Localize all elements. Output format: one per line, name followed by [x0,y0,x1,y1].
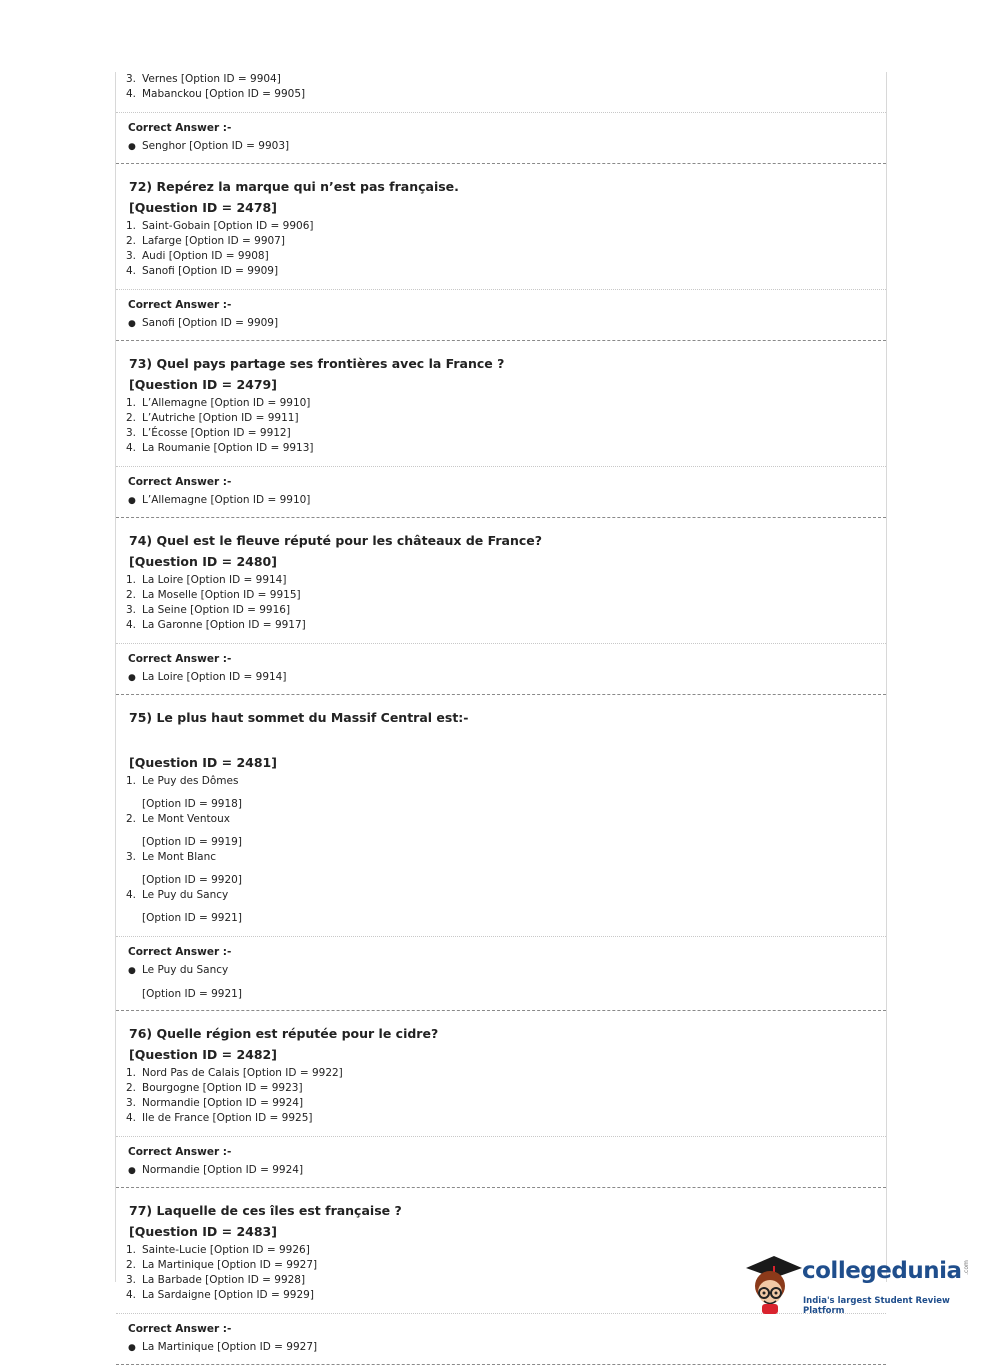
question-72-block [116,164,886,341]
option-1: 1. Saint-Gobain [Option ID = 9906] [126,220,314,232]
option-2: 2. Le Mont Ventoux [126,813,230,825]
brand-suffix: .com [962,1260,970,1275]
option-4: 4. Ile de France [Option ID = 9925] [126,1112,313,1124]
option-2: 2. Lafarge [Option ID = 9907] [126,235,285,247]
correct-answer: ● Normandie [Option ID = 9924] [116,1163,886,1179]
option-4: 4. Mabanckou [Option ID = 9905] [126,88,306,100]
question-title: 73) Quel pays partage ses frontières avec la France ? [129,356,505,371]
bullet-icon: ● [128,1343,136,1353]
option-3: 3. L’Écosse [Option ID = 9912] [126,427,291,439]
question-title: 75) Le plus haut sommet du Massif Central est:- [129,710,469,725]
question-id: [Question ID = 2483] [129,1224,277,1239]
correct-answer-id: [Option ID = 9921] [142,988,242,1000]
option-2: 2. L’Autriche [Option ID = 9911] [126,412,299,424]
correct-answer: ● La Loire [Option ID = 9914] [116,670,886,686]
bullet-icon: ● [128,673,136,683]
brand-name: collegedunia [802,1258,962,1284]
correct-answer-section [116,289,886,340]
correct-answer-section [116,466,886,517]
correct-answer-label: Correct Answer :- [128,122,232,134]
option-4: 4. Sanofi [Option ID = 9909] [126,265,279,277]
correct-answer: ● La Martinique [Option ID = 9927] [116,1340,886,1356]
option-2-id: [Option ID = 9919] [142,836,242,848]
brand-tagline: India's largest Student Review Platform [803,1296,950,1316]
option-1: 1. Sainte-Lucie [Option ID = 9926] [126,1244,310,1256]
question-title: 74) Quel est le fleuve réputé pour les châteaux de France? [129,533,542,548]
correct-answer-label: Correct Answer :- [128,946,232,958]
correct-answer-label: Correct Answer :- [128,1323,232,1335]
collegedunia-logo[interactable] [742,1250,972,1316]
correct-answer-section [116,1136,886,1187]
question-74-block [116,518,886,695]
question-id: [Question ID = 2480] [129,554,277,569]
option-1: 1. La Loire [Option ID = 9914] [126,574,287,586]
bullet-icon: ● [128,496,136,506]
option-3-id: [Option ID = 9920] [142,874,242,886]
option-4: 4. La Garonne [Option ID = 9917] [126,619,306,631]
correct-answer: ● Le Puy du Sancy [116,963,886,979]
question-id: [Question ID = 2482] [129,1047,277,1062]
correct-answer-label: Correct Answer :- [128,476,232,488]
correct-answer-label: Correct Answer :- [128,299,232,311]
option-3: 3. La Barbade [Option ID = 9928] [126,1274,306,1286]
bullet-icon: ● [128,1166,136,1176]
question-id: [Question ID = 2481] [129,755,277,770]
question-71-block [116,72,886,164]
correct-answer-label: Correct Answer :- [128,1146,232,1158]
bullet-icon: ● [128,142,136,152]
correct-answer-section [116,936,886,1010]
option-2: 2. La Martinique [Option ID = 9927] [126,1259,318,1271]
bullet-icon: ● [128,966,136,976]
option-4: 4. Le Puy du Sancy [126,889,229,901]
question-73-block [116,341,886,518]
correct-answer-section [116,112,886,163]
option-3: 3. Le Mont Blanc [126,851,217,863]
option-1: 1. Le Puy des Dômes [126,775,239,787]
question-title: 76) Quelle région est réputée pour le cidre? [129,1026,439,1041]
option-3: 3. La Seine [Option ID = 9916] [126,604,291,616]
option-2: 2. La Moselle [Option ID = 9915] [126,589,301,601]
question-id: [Question ID = 2479] [129,377,277,392]
option-2: 2. Bourgogne [Option ID = 9923] [126,1082,303,1094]
question-76-block [116,1011,886,1188]
option-4-id: [Option ID = 9921] [142,912,242,924]
question-title: 77) Laquelle de ces îles est française ? [129,1203,402,1218]
option-1: 1. Nord Pas de Calais [Option ID = 9922] [126,1067,343,1079]
option-3: 3. Audi [Option ID = 9908] [126,250,269,262]
correct-answer-section [116,643,886,694]
option-1: 1. L’Allemagne [Option ID = 9910] [126,397,311,409]
question-75-block [116,695,886,1011]
option-4: 4. La Sardaigne [Option ID = 9929] [126,1289,314,1301]
question-title: 72) Repérez la marque qui n’est pas française. [129,179,459,194]
bullet-icon: ● [128,319,136,329]
option-4: 4. La Roumanie [Option ID = 9913] [126,442,314,454]
correct-answer-section [116,1313,886,1364]
correct-answer: ● L’Allemagne [Option ID = 9910] [116,493,886,509]
correct-answer-label: Correct Answer :- [128,653,232,665]
mascot-icon [742,1250,804,1316]
correct-answer: ● Sanofi [Option ID = 9909] [116,316,886,332]
correct-answer: ● Senghor [Option ID = 9903] [116,139,886,155]
question-id: [Question ID = 2478] [129,200,277,215]
option-3: 3. Vernes [Option ID = 9904] [126,73,281,85]
option-3: 3. Normandie [Option ID = 9924] [126,1097,304,1109]
option-1-id: [Option ID = 9918] [142,798,242,810]
